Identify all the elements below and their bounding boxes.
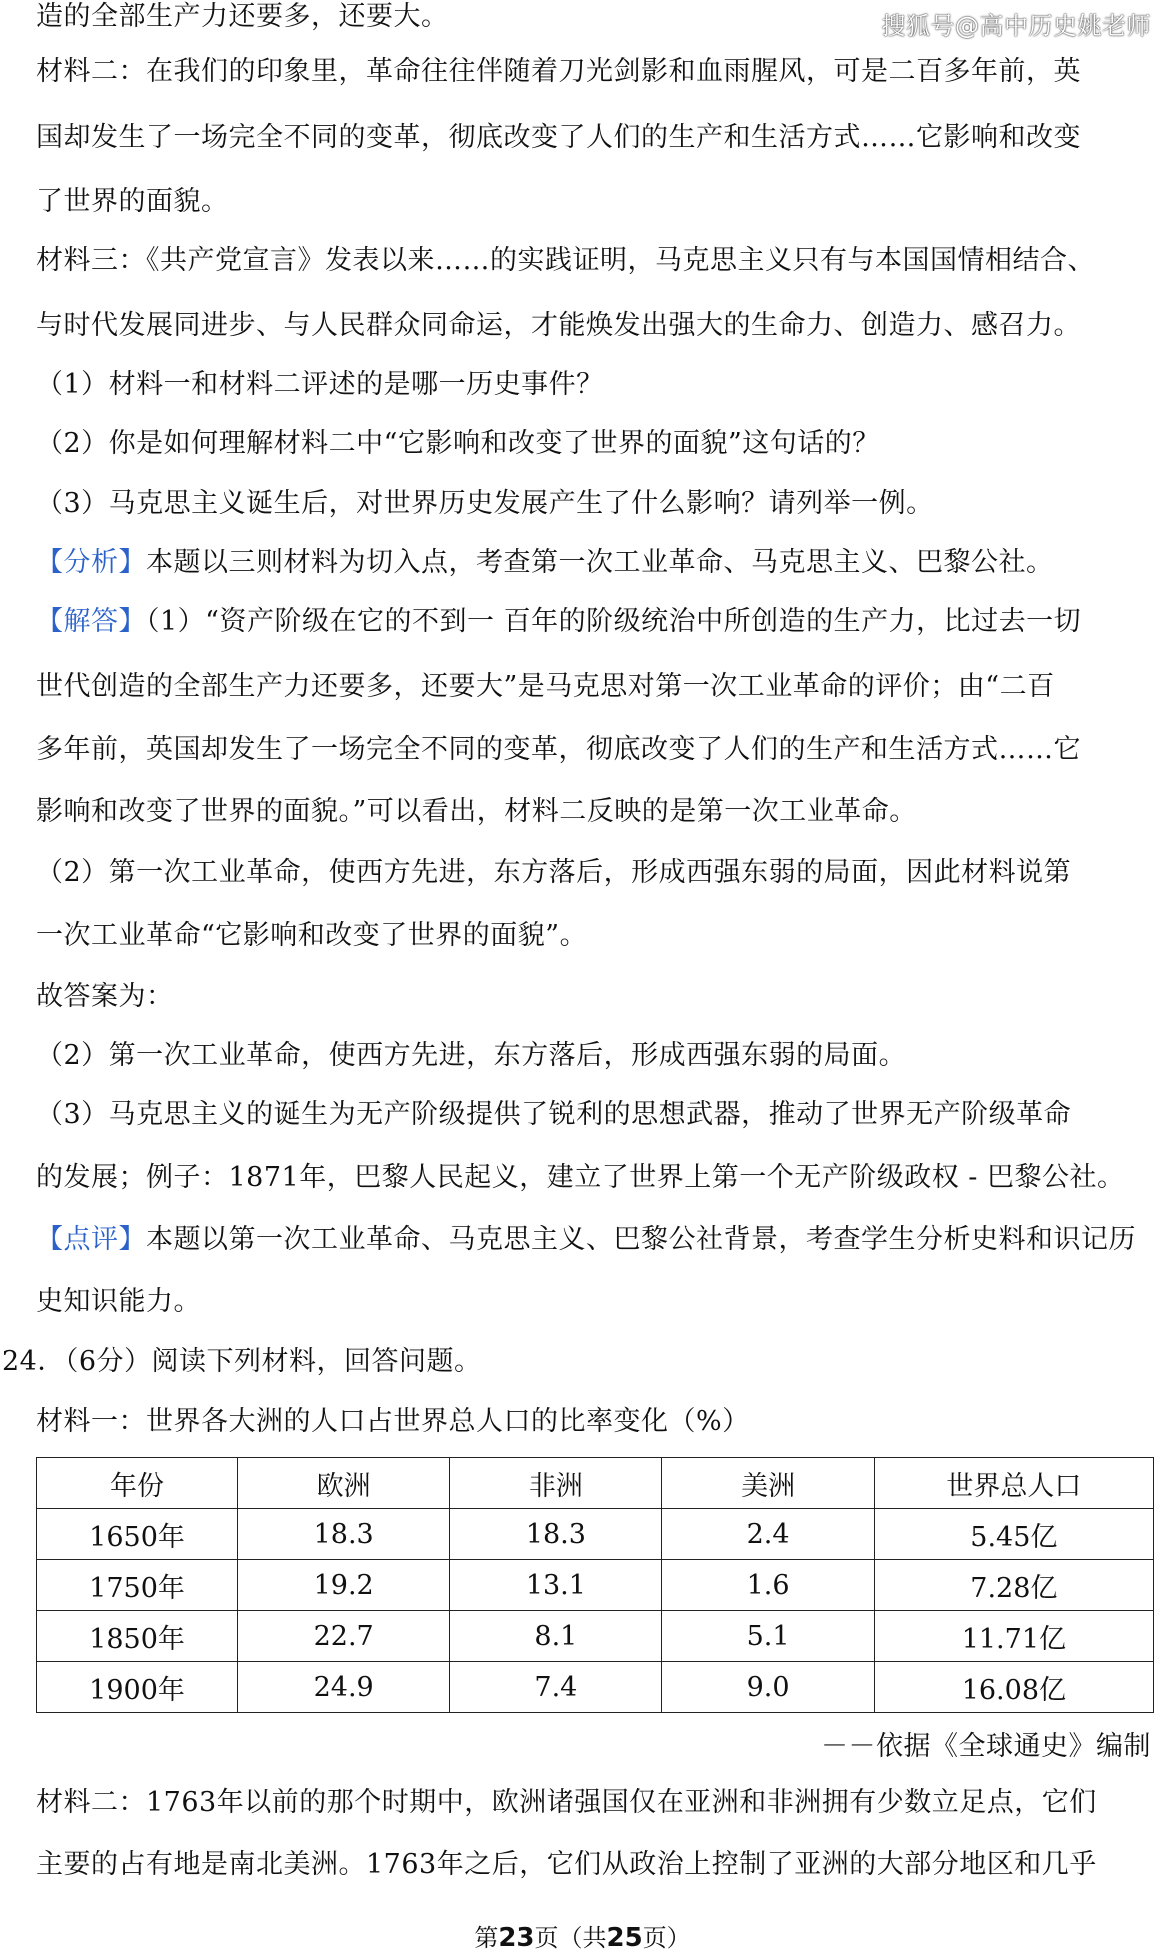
table-cell: 18.3: [238, 1509, 450, 1560]
text-line: [36, 733, 1081, 767]
table-row: [37, 1611, 1154, 1662]
footer-prefix: 第: [474, 1924, 499, 1952]
text-line: [36, 980, 174, 1014]
line-text: 本题以第一次工业革命、马克思主义、巴黎公社背景，考查学生分析史料和识记历: [146, 1224, 1136, 1255]
text-line: [36, 121, 1081, 155]
source-note: －－依据《全球通史》编制: [821, 1731, 1151, 1762]
table-row: [37, 1509, 1154, 1560]
table-header-row: [37, 1458, 1154, 1509]
table-cell: 24.9: [238, 1662, 450, 1713]
table-header-cell: 年份: [37, 1458, 238, 1509]
table-cell: 8.1: [450, 1611, 662, 1662]
table-cell: 1.6: [662, 1560, 874, 1611]
line-text: 的发展；例子：1871年，巴黎人民起义，建立了世界上第一个无产阶级政权 - 巴黎公社。: [36, 1162, 1125, 1193]
line-text: 故答案为：: [36, 981, 174, 1012]
table-cell: 1650年: [37, 1509, 238, 1560]
table-cell: 5.1: [662, 1611, 874, 1662]
text-line: [36, 856, 1071, 890]
text-line: [36, 1405, 750, 1439]
line-text: （1）“资产阶级在它的不到一 百年的阶级统治中所创造的生产力，比过去一切: [146, 606, 1082, 637]
line-text: （3）马克思主义诞生后，对世界历史发展产生了什么影响？请列举一例。: [36, 488, 934, 519]
text-line: [36, 487, 934, 521]
footer-page-number: 23: [498, 1923, 535, 1953]
text-line: [36, 55, 1081, 89]
table-cell: 13.1: [450, 1560, 662, 1611]
population-table: [36, 1457, 1154, 1713]
table-cell: 7.4: [450, 1662, 662, 1713]
text-line: [36, 427, 880, 461]
table-cell: 19.2: [238, 1560, 450, 1611]
section-tag: 【解答】: [36, 606, 146, 637]
table-cell: 22.7: [238, 1611, 450, 1662]
footer-suffix: 页）: [642, 1924, 691, 1952]
table-row: [37, 1662, 1154, 1713]
table-cell: 5.45亿: [874, 1509, 1153, 1560]
text-line: [36, 1223, 1136, 1257]
table-cell: 1900年: [37, 1662, 238, 1713]
table-header-cell: 世界总人口: [874, 1458, 1153, 1509]
line-text: 了世界的面貌。: [36, 186, 229, 217]
line-text: 史知识能力。: [36, 1286, 201, 1317]
line-text: 材料二：在我们的印象里，革命往往伴随着刀光剑影和血雨腥风，可是二百多年前，英: [36, 56, 1081, 87]
table-header-cell: 美洲: [662, 1458, 874, 1509]
table-header-cell: 欧洲: [238, 1458, 450, 1509]
line-text: 世代创造的全部生产力还要多，还要大”是马克思对第一次工业革命的评价；由“二百: [36, 671, 1055, 702]
line-text: 与时代发展同进步、与人民群众同命运，才能焕发出强大的生命力、创造力、感召力。: [36, 310, 1081, 341]
line-text: 国却发生了一场完全不同的变革，彻底改变了人们的生产和生活方式……它影响和改变: [36, 122, 1081, 153]
line-text: （2）第一次工业革命，使西方先进，东方落后，形成西强东弱的局面。: [36, 1040, 907, 1071]
text-line: [36, 309, 1081, 343]
line-text: 造的全部生产力还要多，还要大。: [36, 1, 449, 32]
section-tag: 【点评】: [36, 1224, 146, 1255]
text-line: [2, 1345, 482, 1379]
text-line: [36, 919, 587, 953]
table-cell: 7.28亿: [874, 1560, 1153, 1611]
table-cell: 1850年: [37, 1611, 238, 1662]
text-line: [36, 546, 1054, 580]
table-cell: 16.08亿: [874, 1662, 1153, 1713]
line-text: 本题以三则材料为切入点，考查第一次工业革命、马克思主义、巴黎公社。: [146, 547, 1054, 578]
table-cell: 18.3: [450, 1509, 662, 1560]
text-line: [36, 1039, 906, 1073]
footer-page-total: 25: [606, 1923, 643, 1953]
footer-mid: 页（共: [534, 1924, 607, 1952]
text-line: [36, 0, 449, 34]
text-line: [36, 244, 1095, 278]
text-line: [36, 670, 1055, 704]
text-line: [36, 368, 604, 402]
text-line: 材料二：1763年以前的那个时期中，欧洲诸强国仅在亚洲和非洲拥有少数立足点，它们: [36, 1787, 1097, 1818]
page-footer: [0, 1918, 1165, 1953]
table-cell: 11.71亿: [874, 1611, 1153, 1662]
text-line: [36, 1098, 1071, 1132]
table-cell: 1750年: [37, 1560, 238, 1611]
section-tag: 【分析】: [36, 547, 146, 578]
table-cell: 2.4: [662, 1509, 874, 1560]
line-text: 多年前，英国却发生了一场完全不同的变革，彻底改变了人们的生产和生活方式……它: [36, 734, 1081, 765]
line-text: （3）马克思主义的诞生为无产阶级提供了锐利的思想武器，推动了世界无产阶级革命: [36, 1099, 1072, 1130]
table-cell: 9.0: [662, 1662, 874, 1713]
table-header-cell: 非洲: [450, 1458, 662, 1509]
watermark: 搜狐号@高中历史姚老师: [881, 12, 1151, 40]
line-text: 24．（6分）阅读下列材料，回答问题。: [2, 1346, 482, 1377]
line-text: 材料三：《共产党宣言》发表以来……的实践证明，马克思主义只有与本国国情相结合、: [36, 245, 1095, 276]
line-text: （2）第一次工业革命，使西方先进，东方落后，形成西强东弱的局面，因此材料说第: [36, 857, 1072, 888]
line-text: （1）材料一和材料二评述的是哪一历史事件？: [36, 369, 604, 400]
text-line: [36, 795, 917, 829]
table-row: [37, 1560, 1154, 1611]
text-line: [36, 1161, 1125, 1195]
text-line: [36, 1285, 201, 1319]
text-line: [36, 185, 229, 219]
text-line: 主要的占有地是南北美洲。1763年之后，它们从政治上控制了亚洲的大部分地区和几乎: [36, 1849, 1097, 1880]
line-text: 一次工业革命“它影响和改变了世界的面貌”。: [36, 920, 588, 951]
line-text: 影响和改变了世界的面貌。”可以看出，材料二反映的是第一次工业革命。: [36, 796, 917, 827]
text-line: [36, 605, 1081, 639]
line-text: 材料一：世界各大洲的人口占世界总人口的比率变化（%）: [36, 1406, 750, 1437]
line-text: （2）你是如何理解材料二中“它影响和改变了世界的面貌”这句话的？: [36, 428, 880, 459]
